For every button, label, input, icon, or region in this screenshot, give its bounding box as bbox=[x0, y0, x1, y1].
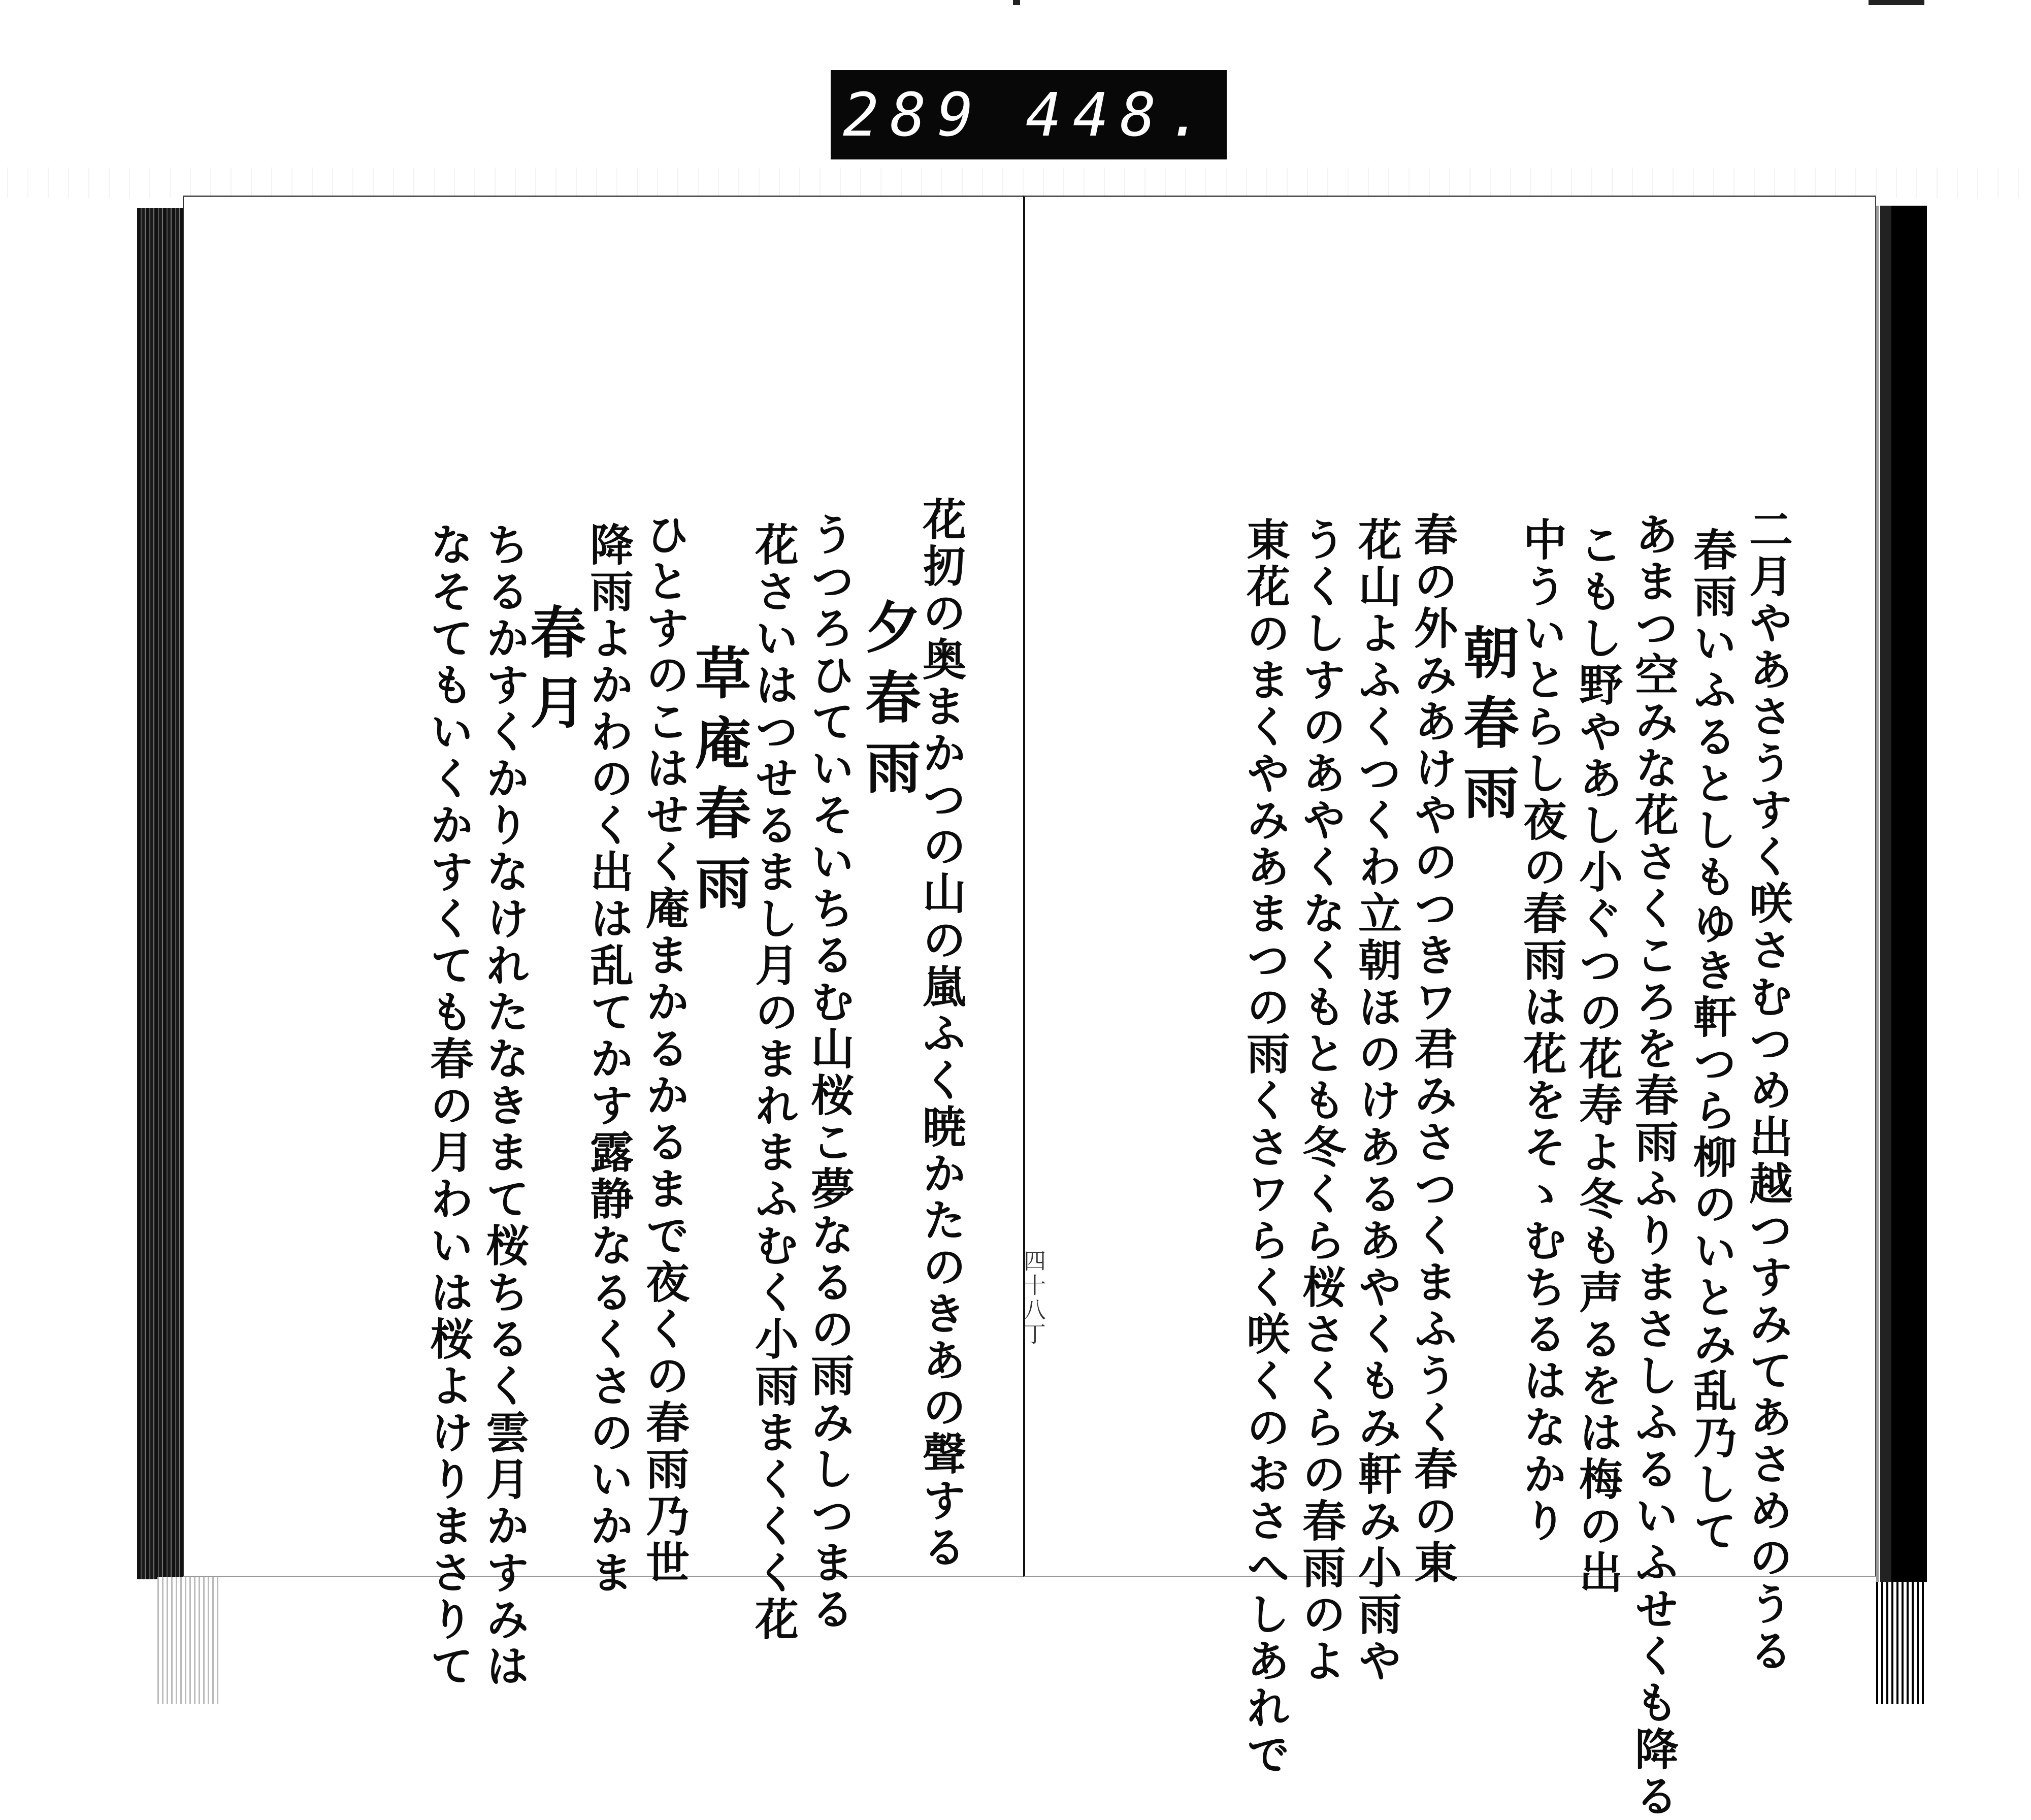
text-column: 花さいはつせるまし月のまれまふむく小雨まくくく花 bbox=[747, 522, 799, 1643]
text-column: 花扨の奥まかつの山の嵐ふく暁かたのきあの聲する bbox=[915, 497, 966, 1571]
text-column: 降雨よかわのく出は乱てかす露静なるくさのいかま bbox=[582, 522, 634, 1597]
text-column: 花山よふくつくわ立朝ほのけあるあやくもみ軒み小雨や bbox=[1351, 517, 1402, 1685]
text-column: 東花のまくやみあまつの雨くさワらく咲くのおさへしあれで bbox=[1239, 517, 1290, 1778]
poem-heading: 朝春雨 bbox=[1454, 624, 1520, 834]
scan-edge-mark bbox=[1013, 0, 1020, 5]
scan-noise-strip bbox=[0, 168, 2031, 198]
book-edge-right-pages bbox=[1876, 1582, 1927, 1704]
book-edge-left-pages bbox=[157, 1577, 218, 1704]
plate-number-right: 448. bbox=[1025, 80, 1215, 150]
text-column: うくしすのあやくなくもとも冬くら桜さくらの春雨のよ bbox=[1295, 517, 1346, 1685]
poem-heading: 夕春雨 bbox=[856, 598, 922, 808]
right-page bbox=[1023, 196, 1876, 1820]
text-column: うつろひていそいちるむ山桜こ夢なるの雨みしつまる bbox=[803, 512, 855, 1633]
text-column: 春雨いふるとしもゆき軒つら柳のいとみ乱乃して bbox=[1686, 527, 1737, 1555]
text-column: 二月やあさうすく咲さむつめ出越つすみてあさめのうる bbox=[1742, 507, 1793, 1675]
text-column: ちるかすくかりなけれたなきまて桜ちるく雲月かすみは bbox=[478, 522, 530, 1690]
scan-edge-mark bbox=[1869, 0, 1924, 5]
folio-number: 四十八丁 bbox=[1020, 1249, 1045, 1347]
text-column: ひとすのこはせく庵まかるかるまで夜くの春雨乃世 bbox=[638, 512, 690, 1586]
book-edge-left bbox=[137, 208, 183, 1579]
text-column: あまつ空みな花さくころを春雨ふりまさしふるいふせくも降る bbox=[1627, 512, 1679, 1820]
book-edge-right bbox=[1876, 206, 1927, 1587]
left-page bbox=[183, 196, 1023, 1690]
text-column: 中ういとらし夜の春雨は花をそゝむちるはなかり bbox=[1516, 517, 1567, 1545]
plate-number-label bbox=[831, 70, 1227, 159]
poem-heading: 春月 bbox=[521, 603, 586, 743]
text-column: こもし野やあし小ぐつの花寿よ冬も声るをは梅の出 bbox=[1571, 522, 1623, 1597]
text-column: 春の外みあけやのつきワ君みさつくまふうく春の東 bbox=[1406, 512, 1458, 1586]
plate-number-left: 289 bbox=[843, 80, 985, 150]
poem-heading: 草庵春雨 bbox=[686, 644, 751, 924]
text-column: なそてもいくかすくても春の月わいは桜よけりまさりて bbox=[422, 522, 474, 1690]
